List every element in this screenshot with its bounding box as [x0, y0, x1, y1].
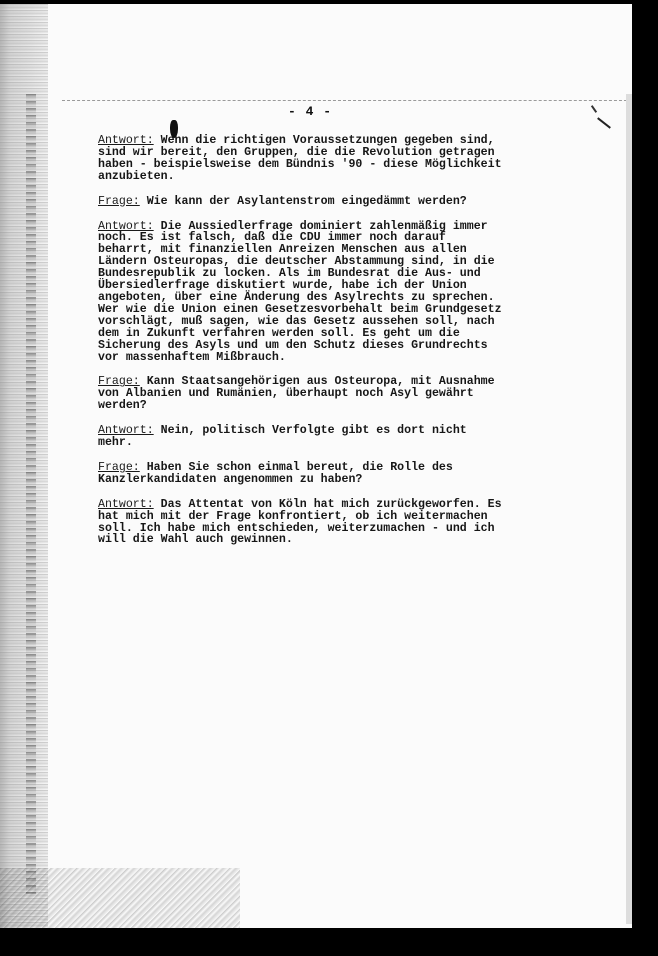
margin-mark-small — [591, 105, 597, 113]
question-block — [98, 462, 518, 486]
line-text: Kanzlerkandidaten angenommen zu haben? — [98, 472, 363, 486]
question-block — [98, 376, 518, 412]
scan-top-border — [0, 0, 658, 4]
text-line — [98, 352, 518, 364]
text-line — [98, 534, 518, 546]
line-text: Nein, politisch Verfolgte gibt es dort nicht — [153, 424, 467, 438]
speaker-label: Antwort: — [98, 497, 154, 511]
scan-edge-noise — [0, 4, 48, 928]
line-text: noch. Es ist falsch, daß die CDU immer noch darauf — [98, 231, 446, 245]
line-text: Das Attentat von Köln hat mich zurückgeworfen. Es — [153, 497, 502, 511]
speaker-label: Frage: — [98, 194, 140, 208]
page-top-rule — [62, 100, 632, 102]
line-text: haben - beispielsweise dem Bündnis '90 - diese Möglichkeit — [98, 157, 502, 171]
interview-text — [98, 135, 518, 559]
line-text: dem in Zukunft verfahren werden soll. Es geht um die — [98, 326, 460, 340]
line-text: anzubieten. — [98, 169, 175, 183]
text-line — [98, 437, 518, 449]
line-text: Übersiedlerfrage diskutiert wurde, habe ich der Union — [98, 279, 467, 293]
line-text: werden? — [98, 399, 147, 413]
line-text: angeboten, über eine Änderung des Asylrechts zu sprechen. — [98, 290, 495, 304]
line-text: Kann Staatsangehörigen aus Osteuropa, mit Ausnahme — [139, 375, 495, 389]
line-text: soll. Ich habe mich entschieden, weiterzumachen - und ich — [98, 521, 495, 535]
line-text: Wer wie die Union einen Gesetzesvorbehalt beim Grundgesetz — [98, 302, 502, 316]
text-line — [98, 400, 518, 412]
text-line — [98, 474, 518, 486]
line-text: beharrt, mit finanziellen Anreizen Menschen aus allen — [98, 243, 467, 257]
line-text: sind wir bereit, den Gruppen, die die Revolution getragen — [98, 145, 495, 159]
speaker-label: Antwort: — [98, 219, 154, 233]
page-number: - 4 - — [288, 104, 333, 119]
answer-block — [98, 499, 518, 547]
text-line — [98, 171, 518, 183]
question-block — [98, 196, 518, 208]
line-text: Wenn die richtigen Voraussetzungen gegeben sind, — [153, 134, 495, 147]
answer-block — [98, 221, 518, 364]
line-text: vorschlägt, muß sagen, wie das Gesetz aussehen soll, nach — [98, 314, 495, 328]
line-text: Ländern Osteuropas, die deutscher Abstammung sind, in die — [98, 255, 495, 269]
line-text: Wie kann der Asylantenstrom eingedämmt werden? — [139, 194, 467, 208]
scan-right-border — [632, 0, 658, 956]
paper-sheet — [0, 4, 632, 928]
speaker-label: Frage: — [98, 460, 140, 474]
scan-edge-shadow — [26, 94, 36, 894]
answer-block — [98, 425, 518, 449]
line-text: Die Aussiedlerfrage dominiert zahlenmäßig immer — [153, 219, 488, 233]
margin-mark — [597, 117, 611, 128]
speaker-label: Antwort: — [98, 424, 154, 438]
line-text: von Albanien und Rumänien, überhaupt noch Asyl gewährt — [98, 387, 474, 401]
line-text: Haben Sie schon einmal bereut, die Rolle des — [139, 460, 453, 474]
line-text: hat mich mit der Frage konfrontiert, ob ich weitermachen — [98, 509, 488, 523]
speaker-label: Frage: — [98, 375, 140, 389]
answer-block — [98, 135, 518, 183]
line-text: Sicherung des Asyls und um den Schutz dieses Grundrechts — [98, 338, 488, 352]
line-text: mehr. — [98, 436, 133, 450]
text-line — [98, 388, 518, 400]
line-text: vor massenhaftem Mißbrauch. — [98, 350, 286, 364]
speaker-label: Antwort: — [98, 134, 154, 147]
scan-bottom-border — [0, 928, 658, 956]
line-text: Bundesrepublik zu locken. Als im Bundesrat die Aus- und — [98, 267, 481, 281]
text-line — [98, 425, 518, 437]
text-line — [98, 196, 518, 208]
scan-corner-noise — [0, 868, 240, 928]
line-text: will die Wahl auch gewinnen. — [98, 533, 293, 547]
